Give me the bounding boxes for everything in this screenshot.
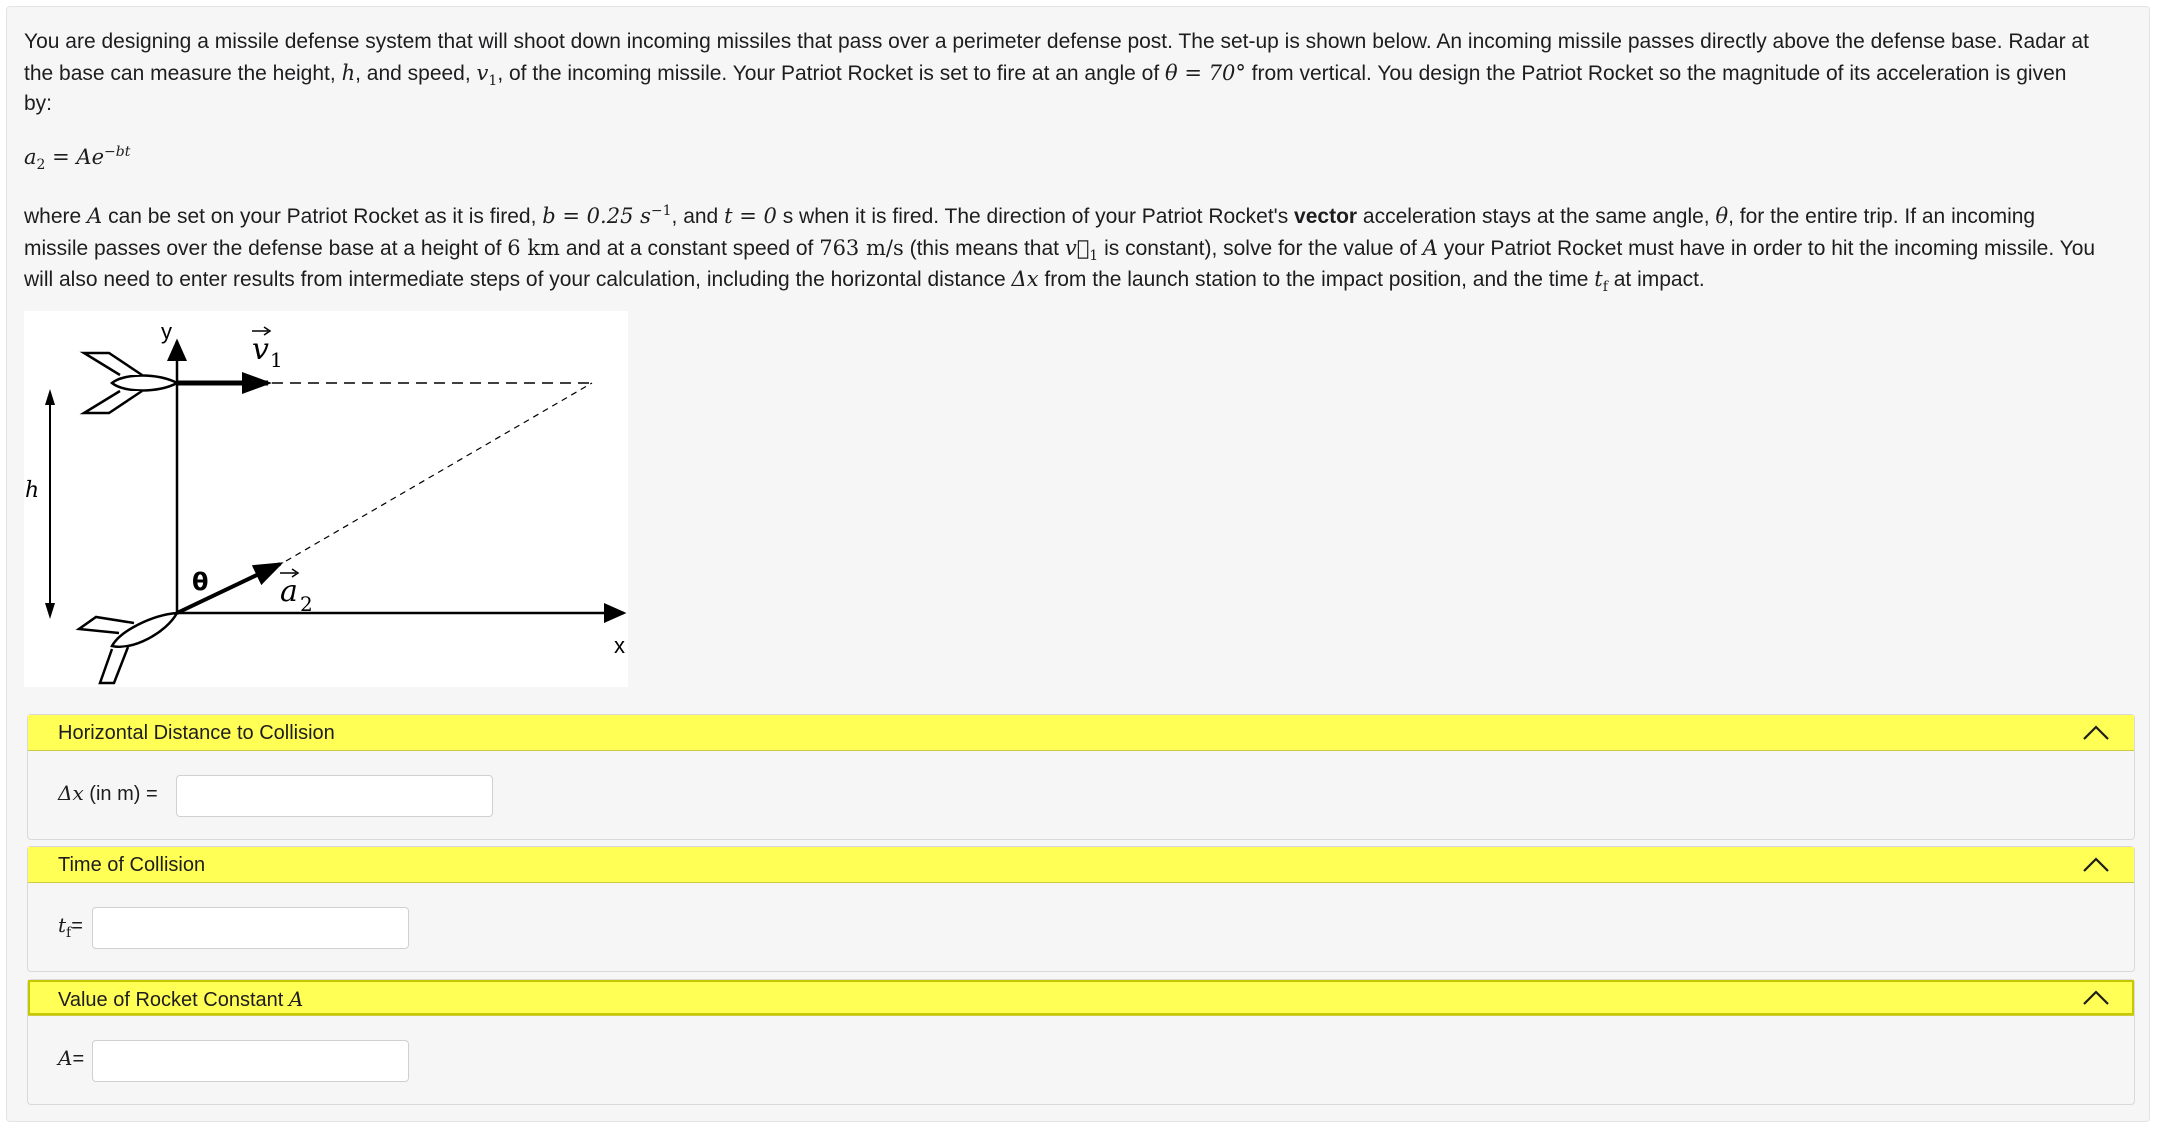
y-axis-label: y — [161, 319, 172, 344]
problem-intro — [24, 27, 2134, 120]
patriot-rocket-icon — [79, 613, 177, 683]
section-body — [28, 751, 2134, 839]
tf-input[interactable] — [92, 907, 409, 949]
section-header-rocket-constant[interactable] — [28, 980, 2134, 1016]
x-axis-label: x — [614, 633, 625, 658]
chevron-up-icon[interactable] — [2082, 988, 2110, 1008]
section-header-horizontal-distance[interactable] — [28, 715, 2134, 751]
height-arrow-top-head — [45, 389, 55, 405]
section-title: Value of Rocket Constant A — [58, 987, 304, 1011]
problem-line-5: missile passes over the defense base at a height of 6 km and at a constant speed of 763 m/s (this means that $v⃗_1$ is constant), solve for the value of A your Patriot Rocket must have in order to hit the incoming missile. You — [24, 235, 2096, 264]
delta-x-label: Δx (in m) = — [58, 781, 158, 805]
v1-label — [252, 327, 283, 372]
problem-panel — [6, 6, 2150, 1122]
a2-label — [280, 569, 313, 616]
svg-text:1: 1 — [270, 348, 283, 372]
setup-diagram — [24, 311, 628, 687]
delta-x-input[interactable] — [176, 775, 493, 817]
problem-line-1: You are designing a missile defense system that will shoot down incoming missiles that pass over a perimeter defense post. The set-up is shown below. An incoming missile passes directly above the defense base. Radar at — [24, 30, 2089, 53]
section-title: Time of Collision — [58, 854, 206, 876]
chevron-up-icon[interactable] — [2082, 855, 2110, 875]
problem-line-2: the base can measure the height, h, and speed, $v_1$, of the incoming missile. Your Patriot Rocket is set to fire at an angle of θ = 70° from vertical. You design the Patriot Rocket so the magnitude of its acceleration is given — [24, 60, 2067, 89]
diagram-svg — [24, 311, 628, 687]
problem-line-4: where A can be set on your Patriot Rocket as it is fired, b = 0.25 $s^{-1}$, and t = 0 s when it is fired. The direction of your Patriot Rocket's vector acceleration stays at the same angle, θ, for the entire trip. If an incoming — [24, 203, 2036, 228]
section-time-of-collision — [27, 846, 2135, 972]
h-label: h — [25, 478, 40, 503]
svg-text:2: 2 — [300, 592, 313, 616]
chevron-up-icon[interactable] — [2082, 723, 2110, 743]
problem-details — [24, 201, 2134, 296]
height-arrow-bottom-head — [45, 603, 55, 619]
tf-label: $t_f=$ — [58, 913, 83, 941]
A-label: A= — [58, 1046, 85, 1070]
svg-text:v: v — [252, 332, 269, 367]
incoming-missile-icon — [84, 353, 177, 413]
acceleration-equation: $a_2 = Ae^{-bt}$ — [24, 144, 131, 174]
section-body — [28, 1016, 2134, 1104]
problem-line-6: will also need to enter results from intermediate steps of your calculation, including the horizontal distance Δx from the launch station to the impact position, and the time $t_f$ at impact. — [24, 267, 1705, 296]
section-body — [28, 883, 2134, 971]
A-input[interactable] — [92, 1040, 409, 1082]
rocket-path-dashed — [286, 383, 592, 561]
svg-text:a: a — [280, 574, 298, 609]
section-rocket-constant — [27, 979, 2135, 1105]
problem-line-3: by: — [24, 92, 53, 115]
section-header-time-of-collision[interactable] — [28, 847, 2134, 883]
theta-label: θ — [192, 568, 209, 596]
section-title: Horizontal Distance to Collision — [58, 722, 335, 744]
section-horizontal-distance — [27, 714, 2135, 840]
